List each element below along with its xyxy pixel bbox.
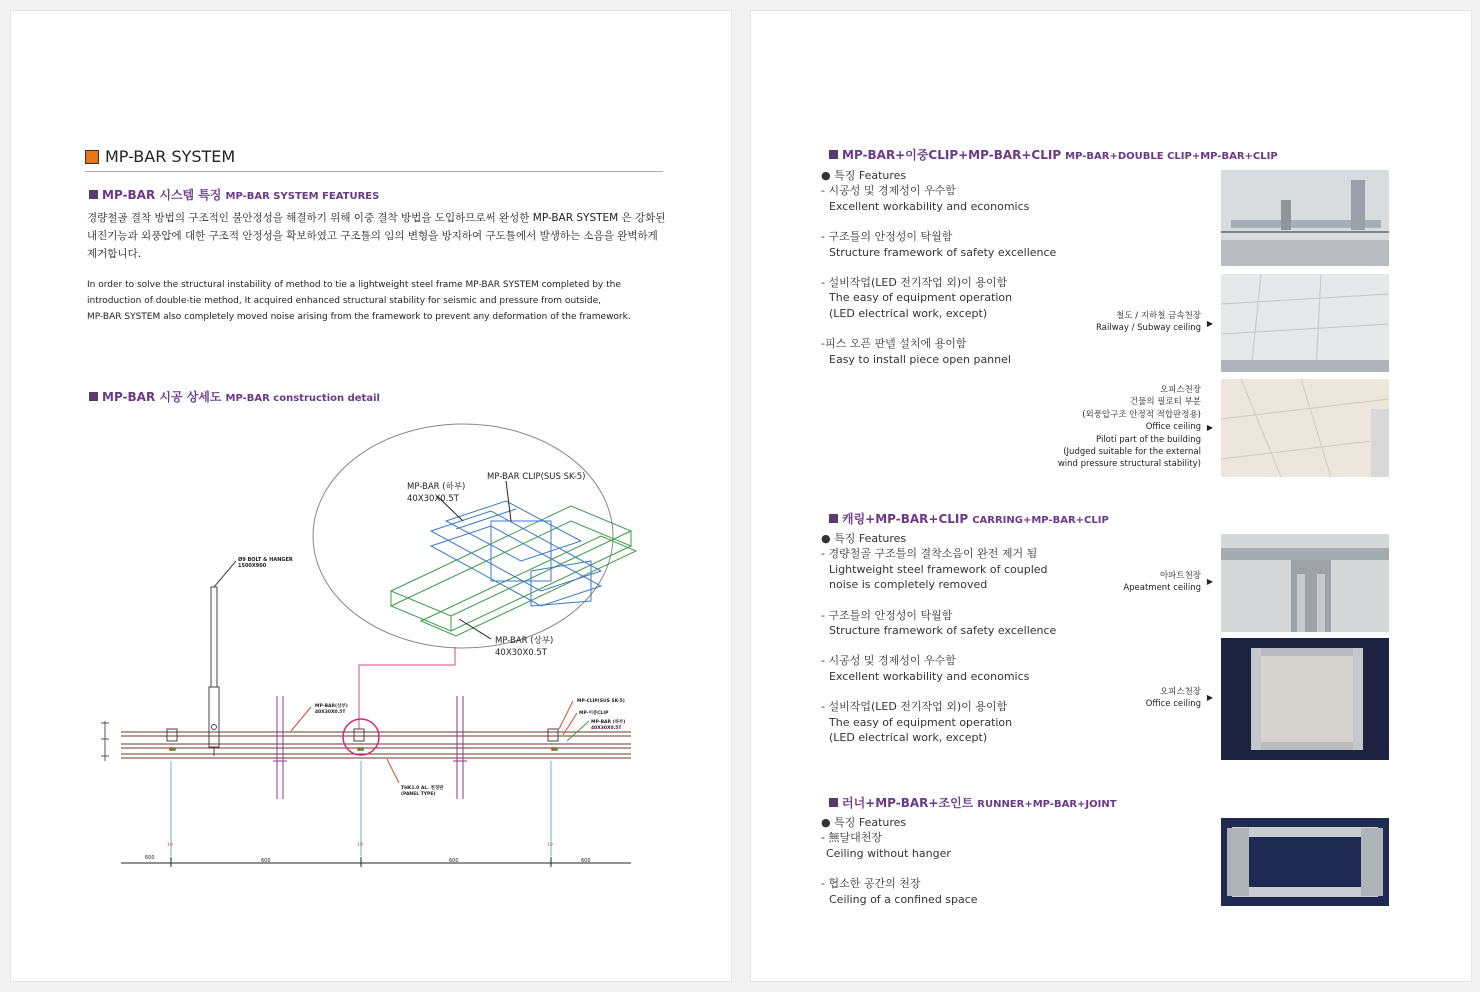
features-heading-en: MP-BAR SYSTEM FEATURES	[225, 191, 380, 202]
caption-line: 오피스천장	[1159, 687, 1201, 697]
caption-office	[1145, 686, 1213, 711]
label-mpbar-small: MP-BAR(상부)	[315, 704, 348, 709]
caption-line: wind pressure structural stability)	[1057, 459, 1201, 470]
section3-heading-ko: 러너+MP-BAR+조인트	[842, 796, 974, 810]
features-body-ko	[87, 209, 667, 263]
construction-heading-ko: MP-BAR 시공 상세도	[102, 390, 222, 404]
feature-en: noise is completely removed	[829, 578, 988, 592]
photo-frame-clip	[1221, 170, 1389, 266]
feature-ko: -피스 오픈 판넬 설치에 용이함	[821, 337, 967, 351]
triangle-right-icon: ▶	[1206, 577, 1213, 586]
dim-600: 600	[581, 858, 591, 864]
section2-features	[821, 531, 1056, 745]
section3-heading-en: RUNNER+MP-BAR+JOINT	[977, 799, 1117, 810]
caption-line: (Judged suitable for the external	[1063, 447, 1201, 458]
left-page	[10, 10, 732, 982]
feature-en: Structure framework of safety excellence	[829, 624, 1057, 638]
dim-10: 10	[547, 843, 553, 848]
triangle-right-icon: ▶	[1206, 423, 1213, 432]
feature-ko: - 구조틀의 안정성이 탁월함	[821, 608, 953, 622]
purple-square-icon	[89, 392, 98, 401]
caption-railway	[1096, 310, 1213, 335]
caption-line: 철도 / 지하철 금속천장	[1116, 311, 1201, 321]
feature-en: Ceiling of a confined space	[829, 892, 978, 906]
feature-ko: - 시공성 및 경제성이 우수함	[821, 654, 956, 668]
section3-heading	[829, 794, 1117, 811]
caption-line: Office ceiling	[1145, 422, 1201, 433]
features-heading-ko: MP-BAR 시스템 특징	[102, 188, 222, 202]
features-heading	[89, 186, 379, 203]
label-clip: MP-BAR CLIP(SUS SK-5)	[487, 472, 586, 482]
feature-en: The easy of equipment operation	[829, 291, 1013, 305]
features-title: ● 특징 Features	[821, 169, 907, 182]
caption-line: 건물의 필로티 부분	[1129, 397, 1201, 408]
caption-line: Apeatment ceiling	[1123, 583, 1201, 594]
feature-ko: - 설비작업(LED 전기작업 외)이 용이함	[821, 276, 1008, 290]
features-title: ● 특징 Features	[821, 532, 907, 545]
iso-frame	[391, 506, 636, 636]
section2-heading-en: CARRING+MP-BAR+CLIP	[972, 515, 1109, 526]
label-panel: THK1.0 AL. 천정판	[401, 786, 444, 791]
label-mpbar-small-dim: 40X30X0.5T	[315, 710, 346, 715]
grid-drops	[171, 761, 551, 856]
label-mpbar-lower-small: MP-BAR (하부)	[591, 720, 626, 725]
orange-square-icon	[85, 150, 99, 164]
feature-ko: - 협소한 공간의 천장	[821, 877, 921, 891]
clip-marks	[167, 729, 558, 741]
section1-heading	[829, 146, 1278, 163]
body-ko-line: 경량철골 결착 방법의 구조적인 불안정성을 해결하기 위해 이중 결착 방법을 도입하므로써 완성한 MP-BAR SYSTEM 은 강화된	[87, 212, 666, 224]
dim-600: 600	[145, 855, 155, 861]
features-body-en	[87, 277, 687, 325]
label-lower-bar-dim: 40X30X0.5T	[407, 494, 459, 504]
triangle-right-icon: ▶	[1206, 319, 1213, 328]
label-lower-bar: MP-BAR (하부)	[407, 482, 466, 492]
dim-600: 600	[449, 858, 459, 864]
feature-en: (LED electrical work, except)	[829, 731, 988, 745]
feature-ko: - 無달대천장	[821, 831, 882, 845]
iso-cross-bar	[431, 501, 601, 606]
detail-circle	[313, 424, 613, 648]
section1-heading-en: MP-BAR+DOUBLE CLIP+MP-BAR+CLIP	[1065, 151, 1278, 162]
caption-line: 오피스천장	[1159, 385, 1201, 395]
page-title-text: MP-BAR SYSTEM	[105, 147, 236, 166]
label-bolt-dim: 1500X900	[238, 563, 267, 569]
body-en-line: MP-BAR SYSTEM also completely moved noise arising from the framework to prevent any deformation of the framework.	[87, 312, 631, 322]
photo-runner-joint	[1221, 818, 1389, 906]
section1-features	[821, 168, 1056, 367]
dim-600: 600	[261, 858, 271, 864]
purple-square-icon	[829, 514, 838, 523]
photo-office-frame	[1221, 638, 1389, 760]
construction-heading	[89, 388, 380, 405]
label-bolt: Ø9 BOLT & HANGER	[238, 557, 293, 563]
construction-heading-en: MP-BAR construction detail	[225, 393, 380, 404]
feature-en: Excellent workability and economics	[829, 669, 1030, 683]
feature-en: (LED electrical work, except)	[829, 306, 988, 320]
feature-en: Excellent workability and economics	[829, 199, 1030, 213]
construction-diagram	[11, 411, 731, 881]
label-panel-type: (PANEL TYPE)	[401, 792, 436, 797]
right-page	[750, 10, 1472, 982]
caption-line: (외풍압구조 안정적 적합판정용)	[1082, 409, 1201, 420]
label-double-clip: MP-이중CLIP	[579, 711, 609, 716]
body-ko-line: 내진기능과 외풍압에 대한 구조적 안정성을 확보하였고 구조틀의 임의 변형을 방지하여 구도틀에서 발생하는 소음을 완벽하게	[87, 230, 658, 242]
label-clip-small: MP-CLIP(SUS SK-5)	[577, 699, 625, 704]
label-upper-bar: MP-BAR (상부)	[495, 636, 554, 646]
caption-line: Office ceiling	[1145, 699, 1201, 710]
section3-features	[821, 815, 978, 907]
photo-carring-frame	[1221, 534, 1389, 632]
caption-line: Piloti part of the building	[1096, 434, 1201, 445]
body-ko-line: 제거합니다.	[87, 248, 142, 260]
feature-en: Lightweight steel framework of coupled	[829, 562, 1048, 576]
feature-en: Ceiling without hanger	[826, 846, 951, 860]
feature-en: Structure framework of safety excellence	[829, 245, 1057, 259]
label-upper-bar-dim: 40X30X0.5T	[495, 648, 547, 658]
label-mpbar-lower-small-dim: 40X30X0.5T	[591, 726, 622, 731]
section2-heading-ko: 캐링+MP-BAR+CLIP	[842, 512, 969, 526]
triangle-right-icon: ▶	[1206, 693, 1213, 702]
caption-office-piloti	[1057, 384, 1213, 471]
purple-square-icon	[829, 798, 838, 807]
photo-office-ceiling	[1221, 379, 1389, 477]
page-title	[85, 147, 235, 166]
section2-heading	[829, 510, 1109, 527]
feature-ko: - 시공성 및 경제성이 우수함	[821, 184, 956, 198]
body-en-line: In order to solve the structural instability of method to tie a lightweight steel frame MP-BAR SYSTEM completed by the	[87, 280, 621, 290]
caption-apartment	[1123, 570, 1213, 595]
section1-heading-ko: MP-BAR+이중CLIP+MP-BAR+CLIP	[842, 148, 1062, 162]
feature-ko: - 경량철골 구조틀의 결착소음이 완전 제거 됨	[821, 547, 1038, 561]
feature-en: Easy to install piece open pannel	[829, 352, 1011, 366]
caption-line: Railway / Subway ceiling	[1096, 323, 1201, 334]
feature-ko: - 설비작업(LED 전기작업 외)이 용이함	[821, 700, 1008, 714]
feature-en: The easy of equipment operation	[829, 715, 1013, 729]
dim-10: 10	[167, 843, 173, 848]
purple-square-icon	[89, 190, 98, 199]
title-rule	[85, 171, 663, 172]
feature-ko: - 구조틀의 안정성이 탁월함	[821, 230, 953, 244]
caption-line: 아파트천장	[1159, 571, 1201, 581]
dim-10: 10	[357, 843, 363, 848]
ceiling-lines	[121, 732, 631, 758]
photo-railway-ceiling	[1221, 274, 1389, 372]
features-title: ● 특징 Features	[821, 816, 907, 829]
body-en-line: introduction of double-tie method, It acquired enhanced structural stability for seismic and pressure from outside,	[87, 296, 601, 306]
purple-square-icon	[829, 150, 838, 159]
